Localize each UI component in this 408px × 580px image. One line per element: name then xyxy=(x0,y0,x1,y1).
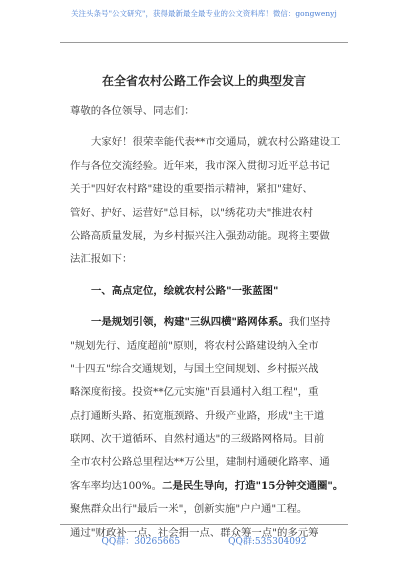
para2-line: 通过"财政补一点、社会捐一点、群众筹一点"的多元筹 xyxy=(70,526,319,539)
salutation: 尊敬的各位领导、同志们： xyxy=(70,105,195,117)
para1-line: 法汇报如下： xyxy=(70,253,133,266)
para1-line: 公路高质量发展，为乡村振兴注入强劲动能。现将主要做 xyxy=(70,229,330,242)
section-heading: 一、高点定位，绘就农村公路"一张蓝图" xyxy=(91,284,279,297)
para2-lead-tail: 我们坚持 xyxy=(288,316,331,329)
para2-line xyxy=(70,475,350,498)
footer-divider xyxy=(60,524,348,525)
qq-group-2: QQ群:535304092 xyxy=(228,537,307,547)
para2-line: 联网、次干道循环、自然村通达"的三级路网格局。目前 xyxy=(70,433,325,446)
footer-contacts xyxy=(0,534,408,547)
header-divider xyxy=(60,42,348,43)
subheading-lead-2: 二是民生导向，打造"15分钟交通圈"。 xyxy=(162,479,344,492)
para2-line: 聚焦群众出行"最后一米"，创新实施"户户通"工程。 xyxy=(70,503,308,516)
para1-line: 作与各位交流经验。近年来，我市深入贯彻习近平总书记 xyxy=(70,159,330,172)
para2-line: 点打通断头路、拓宽瓶颈路、升级产业路，形成"主干道 xyxy=(70,409,325,422)
para1-line: 大家好！很荣幸能代表**市交通局，就农村公路建设工 xyxy=(91,136,341,149)
para2-last-plain: 客车率均达100%。 xyxy=(70,479,163,492)
qq-group-1: QQ群：30265665 xyxy=(101,537,181,547)
subheading-lead: 一是规划引领，构建"三纵四横"路网体系。 xyxy=(91,316,289,329)
para2-line: 全市农村公路总里程达**万公里，建制村通硬化路率、通 xyxy=(70,456,330,469)
para2-line: 略深度衔接。投资**亿元实施"百县通村入组工程"，重 xyxy=(70,386,319,399)
header-banner: 关注头条号"公文研究"，获得最新最全最专业的公文资料库！微信：gongwenyj xyxy=(71,9,337,18)
document-body xyxy=(70,100,350,545)
para1-line: 关于"四好农村路"建设的重要指示精神，紧扣"建好、 xyxy=(70,183,313,196)
document-title: 在全省农村公路工作会议上的典型发言 xyxy=(101,74,306,88)
para1-line: 管好、护好、运营好"总目标，以"绣花功夫"推进农村 xyxy=(70,206,313,219)
para2-line xyxy=(70,311,350,334)
para2-line: "十四五"综合交通规划，与国土空间规划、乡村振兴战 xyxy=(70,362,319,375)
para2-line: "规划先行、适度超前"原则，将农村公路建设纳入全市 xyxy=(70,339,319,352)
